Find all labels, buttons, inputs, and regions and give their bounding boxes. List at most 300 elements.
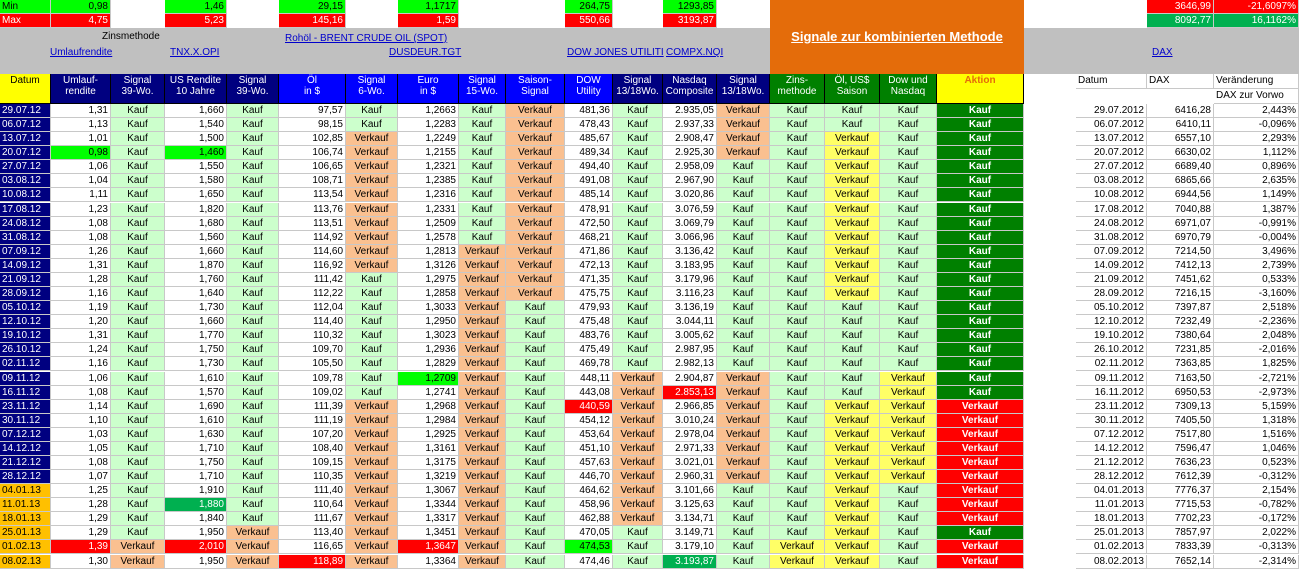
action-cell: Kauf	[937, 386, 1024, 400]
data-cell: Verkauf	[770, 540, 825, 554]
data-cell: Kauf	[506, 456, 565, 470]
data-cell: Kauf	[111, 526, 165, 540]
dax-max-pct: 16,1162%	[1214, 14, 1299, 28]
data-cell: 1,08	[51, 456, 111, 470]
data-cell: Kauf	[111, 104, 165, 118]
dax-date: 07.09.2012	[1076, 245, 1147, 259]
data-cell: Kauf	[880, 512, 937, 526]
dax-value: 7857,97	[1147, 526, 1214, 540]
data-cell: Kauf	[227, 498, 279, 512]
row-date: 25.01.13	[0, 526, 51, 540]
column-header: Signal 15-Wo.	[459, 74, 506, 104]
data-cell: Kauf	[717, 188, 770, 202]
data-cell: Kauf	[111, 484, 165, 498]
data-cell: Verkauf	[346, 470, 398, 484]
data-cell: Kauf	[111, 428, 165, 442]
column-header: Umlauf- rendite	[51, 74, 111, 104]
data-cell: 1,2829	[398, 357, 459, 371]
data-cell: Kauf	[717, 555, 770, 569]
data-cell: Verkauf	[880, 456, 937, 470]
data-cell: Kauf	[227, 188, 279, 202]
data-cell: Verkauf	[825, 273, 880, 287]
action-cell: Kauf	[937, 245, 1024, 259]
data-cell: Verkauf	[506, 287, 565, 301]
data-cell: Kauf	[111, 498, 165, 512]
data-cell: Kauf	[111, 287, 165, 301]
data-cell: Kauf	[506, 498, 565, 512]
data-cell: 113,54	[279, 188, 346, 202]
data-cell: Kauf	[459, 188, 506, 202]
data-cell: 1,3033	[398, 301, 459, 315]
dax-date: 06.07.2012	[1076, 118, 1147, 132]
data-cell: 118,89	[279, 555, 346, 569]
data-cell: Verkauf	[825, 498, 880, 512]
data-cell: Kauf	[346, 273, 398, 287]
data-cell: 1,570	[165, 386, 227, 400]
dax-date: 17.08.2012	[1076, 203, 1147, 217]
dax-date: 23.11.2012	[1076, 400, 1147, 414]
data-cell: 3.183,95	[663, 259, 717, 273]
data-cell: Verkauf	[825, 484, 880, 498]
data-cell: 2.982,13	[663, 357, 717, 371]
action-cell: Kauf	[937, 104, 1024, 118]
dax-value: 6970,79	[1147, 231, 1214, 245]
data-cell: Kauf	[613, 526, 663, 540]
data-cell: Kauf	[506, 400, 565, 414]
data-cell: 1,05	[51, 442, 111, 456]
data-cell: Kauf	[613, 245, 663, 259]
data-cell: 1,660	[165, 245, 227, 259]
action-cell: Verkauf	[937, 442, 1024, 456]
data-cell: 116,65	[279, 540, 346, 554]
data-cell: 2.987,95	[663, 343, 717, 357]
data-cell: 1,08	[51, 217, 111, 231]
column-header: Dow und Nasdaq	[880, 74, 937, 104]
data-cell: 1,730	[165, 357, 227, 371]
data-cell: Kauf	[880, 484, 937, 498]
column-header: Nasdaq Composite	[663, 74, 717, 104]
data-cell: Verkauf	[459, 301, 506, 315]
data-cell: Kauf	[111, 273, 165, 287]
data-cell: 1,660	[165, 104, 227, 118]
data-cell: 2,010	[165, 540, 227, 554]
min-value: 0,98	[51, 0, 111, 14]
min-value: 264,75	[565, 0, 613, 14]
dax-value: 7636,23	[1147, 456, 1214, 470]
data-cell: Kauf	[506, 301, 565, 315]
data-cell: 113,40	[279, 526, 346, 540]
dax-date: 25.01.2013	[1076, 526, 1147, 540]
data-cell: 1,550	[165, 160, 227, 174]
row-date: 13.07.12	[0, 132, 51, 146]
data-cell: Kauf	[880, 343, 937, 357]
data-cell: 113,51	[279, 217, 346, 231]
data-cell: Kauf	[227, 343, 279, 357]
dax-change: -0,313%	[1214, 540, 1299, 554]
link-dax[interactable]: DAX	[1152, 47, 1173, 58]
data-cell: 471,86	[565, 245, 613, 259]
data-cell: 108,40	[279, 442, 346, 456]
data-cell: Kauf	[346, 301, 398, 315]
row-date: 03.08.12	[0, 174, 51, 188]
data-cell: Kauf	[227, 160, 279, 174]
row-date: 14.12.12	[0, 442, 51, 456]
data-cell: Kauf	[770, 414, 825, 428]
data-cell: Verkauf	[613, 512, 663, 526]
data-cell: 1,840	[165, 512, 227, 526]
data-cell: Kauf	[227, 386, 279, 400]
data-cell: 481,36	[565, 104, 613, 118]
dax-change: 5,159%	[1214, 400, 1299, 414]
column-header: Öl, US$ Saison	[825, 74, 880, 104]
data-cell: Kauf	[346, 118, 398, 132]
data-cell: Verkauf	[825, 555, 880, 569]
data-cell: Kauf	[825, 343, 880, 357]
data-cell: Verkauf	[825, 160, 880, 174]
dax-date: 14.09.2012	[1076, 259, 1147, 273]
column-header: DOW Utility	[565, 74, 613, 104]
data-cell: Kauf	[227, 104, 279, 118]
dax-change: -2,016%	[1214, 343, 1299, 357]
action-cell: Kauf	[937, 231, 1024, 245]
data-cell: 111,40	[279, 484, 346, 498]
data-cell: Verkauf	[459, 526, 506, 540]
dax-value: 7652,14	[1147, 555, 1214, 569]
data-cell: 111,67	[279, 512, 346, 526]
action-cell: Kauf	[937, 343, 1024, 357]
data-cell: Verkauf	[880, 414, 937, 428]
data-cell: Verkauf	[717, 414, 770, 428]
data-cell: 1,2741	[398, 386, 459, 400]
data-cell: Verkauf	[346, 146, 398, 160]
dax-date: 09.11.2012	[1076, 372, 1147, 386]
data-cell: 1,640	[165, 287, 227, 301]
action-cell: Verkauf	[937, 414, 1024, 428]
data-cell: Kauf	[227, 118, 279, 132]
row-date: 06.07.12	[0, 118, 51, 132]
data-cell: Verkauf	[346, 526, 398, 540]
data-cell: Kauf	[717, 329, 770, 343]
data-cell: Kauf	[770, 217, 825, 231]
data-cell: 1,06	[51, 372, 111, 386]
dax-value: 7715,53	[1147, 498, 1214, 512]
data-cell: Kauf	[111, 470, 165, 484]
data-cell: Kauf	[880, 540, 937, 554]
data-cell: Verkauf	[506, 132, 565, 146]
data-cell: Kauf	[613, 343, 663, 357]
data-cell: Kauf	[111, 259, 165, 273]
data-cell: Verkauf	[880, 470, 937, 484]
data-cell: Kauf	[770, 273, 825, 287]
data-cell: 1,2331	[398, 203, 459, 217]
data-cell: Kauf	[880, 104, 937, 118]
link-umlaufrendite[interactable]: Umlaufrendite	[50, 47, 113, 58]
dax-change: -2,236%	[1214, 315, 1299, 329]
dax-change: 0,896%	[1214, 160, 1299, 174]
data-cell: 491,08	[565, 174, 613, 188]
data-cell: Verkauf	[825, 400, 880, 414]
data-cell: Verkauf	[613, 484, 663, 498]
data-cell: 1,14	[51, 400, 111, 414]
data-cell: 478,43	[565, 118, 613, 132]
action-cell: Verkauf	[937, 470, 1024, 484]
data-cell: 1,31	[51, 329, 111, 343]
data-cell: Kauf	[227, 428, 279, 442]
column-header: Saison- Signal	[506, 74, 565, 104]
data-cell: 1,770	[165, 329, 227, 343]
data-cell: 114,92	[279, 231, 346, 245]
action-cell: Verkauf	[937, 498, 1024, 512]
data-cell: 1,710	[165, 442, 227, 456]
dax-change: 2,293%	[1214, 132, 1299, 146]
dax-min-pct: -21,6097%	[1214, 0, 1299, 14]
action-cell: Kauf	[937, 329, 1024, 343]
dax-header-value: DAX	[1147, 74, 1214, 89]
data-cell: Kauf	[111, 343, 165, 357]
data-cell: Kauf	[227, 174, 279, 188]
data-cell: Verkauf	[825, 146, 880, 160]
row-date: 02.11.12	[0, 357, 51, 371]
data-cell: Kauf	[717, 540, 770, 554]
data-cell: Kauf	[770, 132, 825, 146]
data-cell: Verkauf	[717, 442, 770, 456]
data-cell: Verkauf	[825, 428, 880, 442]
data-cell: 1,2316	[398, 188, 459, 202]
dax-change: -0,312%	[1214, 470, 1299, 484]
row-date: 04.01.13	[0, 484, 51, 498]
data-cell: 2.908,47	[663, 132, 717, 146]
data-cell: Verkauf	[506, 174, 565, 188]
data-cell: 3.116,23	[663, 287, 717, 301]
data-cell: Kauf	[111, 217, 165, 231]
data-cell: Verkauf	[459, 245, 506, 259]
data-cell: 1,31	[51, 104, 111, 118]
data-cell: Verkauf	[880, 428, 937, 442]
data-cell: Kauf	[613, 174, 663, 188]
action-cell: Verkauf	[937, 484, 1024, 498]
data-cell: 1,580	[165, 174, 227, 188]
data-cell: Kauf	[717, 357, 770, 371]
data-cell: Verkauf	[227, 540, 279, 554]
data-cell: 494,40	[565, 160, 613, 174]
dax-change: -0,782%	[1214, 498, 1299, 512]
data-cell: 1,39	[51, 540, 111, 554]
data-cell: Kauf	[613, 188, 663, 202]
dax-date: 28.12.2012	[1076, 470, 1147, 484]
data-cell: 1,3364	[398, 555, 459, 569]
row-date: 07.09.12	[0, 245, 51, 259]
data-cell: Kauf	[506, 526, 565, 540]
link-tnx[interactable]: TNX.X.OPI	[170, 47, 220, 58]
data-cell: Verkauf	[825, 217, 880, 231]
data-cell: Kauf	[880, 203, 937, 217]
dax-value: 6689,40	[1147, 160, 1214, 174]
data-cell: Kauf	[346, 315, 398, 329]
data-cell: Verkauf	[506, 259, 565, 273]
dax-date: 19.10.2012	[1076, 329, 1147, 343]
data-cell: Kauf	[227, 146, 279, 160]
dax-value: 7309,13	[1147, 400, 1214, 414]
dax-date: 31.08.2012	[1076, 231, 1147, 245]
data-cell: Kauf	[613, 217, 663, 231]
link-dow[interactable]: DOW JONES UTILITI	[567, 47, 664, 58]
data-cell: 453,64	[565, 428, 613, 442]
dax-change: -0,096%	[1214, 118, 1299, 132]
data-cell: Verkauf	[825, 470, 880, 484]
data-cell: Verkauf	[459, 555, 506, 569]
link-brent[interactable]: Rohöl - BRENT CRUDE OIL (SPOT)	[285, 33, 448, 44]
data-cell: Verkauf	[825, 287, 880, 301]
data-cell: 110,32	[279, 329, 346, 343]
data-cell: Kauf	[770, 512, 825, 526]
data-cell: Kauf	[506, 470, 565, 484]
data-cell: 3.005,62	[663, 329, 717, 343]
action-cell: Kauf	[937, 259, 1024, 273]
data-cell: Verkauf	[825, 526, 880, 540]
data-cell: Kauf	[506, 512, 565, 526]
dax-value: 7216,15	[1147, 287, 1214, 301]
data-cell: Kauf	[770, 526, 825, 540]
data-cell: 483,76	[565, 329, 613, 343]
data-cell: 1,3344	[398, 498, 459, 512]
data-cell: Verkauf	[346, 203, 398, 217]
link-compx[interactable]: COMPX.NQI	[666, 47, 724, 58]
data-cell: Kauf	[770, 203, 825, 217]
data-cell: Verkauf	[346, 259, 398, 273]
data-cell: Kauf	[459, 231, 506, 245]
data-cell: 111,42	[279, 273, 346, 287]
data-cell: 1,16	[51, 357, 111, 371]
data-cell: 3.066,96	[663, 231, 717, 245]
data-cell: Verkauf	[459, 343, 506, 357]
data-cell: Verkauf	[459, 470, 506, 484]
data-cell: 472,13	[565, 259, 613, 273]
data-cell: Kauf	[717, 231, 770, 245]
data-cell: Kauf	[770, 386, 825, 400]
data-cell: Kauf	[227, 456, 279, 470]
dax-change: -2,314%	[1214, 555, 1299, 569]
data-cell: 1,08	[51, 231, 111, 245]
data-cell: 106,65	[279, 160, 346, 174]
data-cell: Kauf	[880, 555, 937, 569]
data-cell: Kauf	[613, 146, 663, 160]
row-date: 19.10.12	[0, 329, 51, 343]
data-cell: 1,820	[165, 203, 227, 217]
data-cell: Kauf	[346, 372, 398, 386]
row-date: 27.07.12	[0, 160, 51, 174]
data-cell: 3.069,79	[663, 217, 717, 231]
data-cell: Kauf	[111, 146, 165, 160]
data-cell: 489,34	[565, 146, 613, 160]
action-cell: Kauf	[937, 301, 1024, 315]
action-cell: Kauf	[937, 372, 1024, 386]
data-cell: Kauf	[717, 484, 770, 498]
data-cell: 2.967,90	[663, 174, 717, 188]
data-cell: Verkauf	[717, 146, 770, 160]
data-cell: 470,05	[565, 526, 613, 540]
data-cell: Kauf	[717, 203, 770, 217]
dax-change: -3,160%	[1214, 287, 1299, 301]
data-cell: Kauf	[770, 259, 825, 273]
data-cell: 448,11	[565, 372, 613, 386]
data-cell: Kauf	[506, 555, 565, 569]
data-cell: Kauf	[770, 301, 825, 315]
data-cell: Kauf	[770, 484, 825, 498]
data-cell: Kauf	[717, 273, 770, 287]
data-cell: Kauf	[770, 372, 825, 386]
data-cell: Kauf	[346, 329, 398, 343]
data-cell: Verkauf	[613, 386, 663, 400]
data-cell: 107,20	[279, 428, 346, 442]
data-cell: 3.179,10	[663, 540, 717, 554]
data-cell: 468,21	[565, 231, 613, 245]
data-cell: Kauf	[459, 203, 506, 217]
data-cell: 1,2283	[398, 118, 459, 132]
data-cell: Verkauf	[459, 498, 506, 512]
action-cell: Verkauf	[937, 400, 1024, 414]
data-cell: Verkauf	[111, 555, 165, 569]
data-cell: Kauf	[227, 414, 279, 428]
data-cell: Verkauf	[613, 414, 663, 428]
column-header: Aktion	[937, 74, 1024, 104]
data-cell: Kauf	[880, 273, 937, 287]
dax-change: 1,112%	[1214, 146, 1299, 160]
data-cell: Kauf	[825, 315, 880, 329]
data-cell: Verkauf	[506, 118, 565, 132]
data-cell: Kauf	[717, 160, 770, 174]
data-cell: Kauf	[770, 400, 825, 414]
data-cell: 1,2509	[398, 217, 459, 231]
dax-header-change-sub: DAX zur Vorwo	[1214, 89, 1299, 104]
row-date: 01.02.13	[0, 540, 51, 554]
data-cell: 2.925,30	[663, 146, 717, 160]
data-cell: Verkauf	[227, 555, 279, 569]
data-cell: 1,10	[51, 414, 111, 428]
data-cell: 1,3067	[398, 484, 459, 498]
data-cell: 443,08	[565, 386, 613, 400]
action-cell: Verkauf	[937, 540, 1024, 554]
data-cell: Kauf	[459, 146, 506, 160]
data-cell: 1,3161	[398, 442, 459, 456]
data-cell: Kauf	[770, 428, 825, 442]
action-cell: Kauf	[937, 217, 1024, 231]
data-cell: Kauf	[111, 372, 165, 386]
data-cell: 2.966,85	[663, 400, 717, 414]
data-cell: Verkauf	[506, 217, 565, 231]
data-cell: 98,15	[279, 118, 346, 132]
dax-value: 7702,23	[1147, 512, 1214, 526]
action-cell: Kauf	[937, 357, 1024, 371]
data-cell: 475,75	[565, 287, 613, 301]
data-cell: Kauf	[770, 470, 825, 484]
data-cell: Verkauf	[880, 386, 937, 400]
data-cell: 1,750	[165, 343, 227, 357]
data-cell: 109,78	[279, 372, 346, 386]
data-cell: Verkauf	[506, 104, 565, 118]
data-cell: 474,46	[565, 555, 613, 569]
link-eur[interactable]: DUSDEUR.TGT	[389, 47, 462, 58]
data-cell: 1,910	[165, 484, 227, 498]
dax-change: 2,443%	[1214, 104, 1299, 118]
data-cell: Verkauf	[825, 512, 880, 526]
data-cell: Verkauf	[613, 442, 663, 456]
dax-date: 02.11.2012	[1076, 357, 1147, 371]
data-cell: 1,3175	[398, 456, 459, 470]
data-cell: Kauf	[111, 357, 165, 371]
data-cell: Kauf	[459, 160, 506, 174]
data-cell: 462,88	[565, 512, 613, 526]
data-cell: 3.010,24	[663, 414, 717, 428]
